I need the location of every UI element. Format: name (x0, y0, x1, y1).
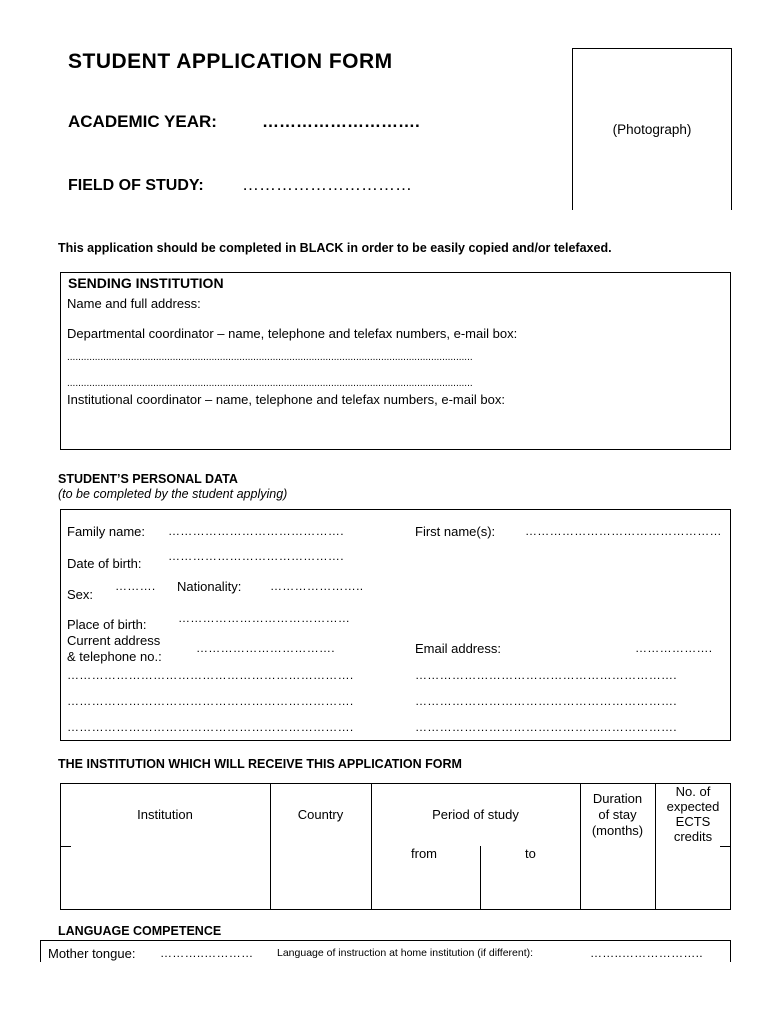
language-competence-heading: LANGUAGE COMPETENCE (58, 924, 222, 938)
dots-line[interactable]: .................................................................................................................................................. (67, 352, 473, 363)
col-duration-header: of stay (598, 807, 637, 822)
col-to-header: to (525, 846, 536, 861)
address-line-field[interactable]: ……………………………………………………………. (67, 668, 354, 682)
first-name-label: First name(s): (415, 524, 496, 539)
col-period-header: Period of study (432, 807, 519, 822)
name-address-label: Name and full address: (67, 296, 201, 311)
col-country-header: Country (297, 807, 344, 822)
academic-year-field[interactable]: ………………………. (262, 112, 420, 131)
personal-data-subheading: (to be completed by the student applying) (58, 487, 288, 501)
receiving-institution-heading: THE INSTITUTION WHICH WILL RECEIVE THIS APPLICATION FORM (58, 757, 462, 771)
table-divider (371, 783, 372, 910)
place-of-birth-field[interactable]: …………………………………… (178, 611, 351, 625)
date-of-birth-label: Date of birth: (67, 556, 142, 571)
col-duration-header: Duration (592, 791, 643, 806)
col-ects-header: No. of (675, 784, 711, 799)
col-ects-header: credits (673, 829, 713, 844)
email-field[interactable]: ………………. (635, 641, 713, 655)
nationality-field[interactable]: ………………….. (270, 579, 364, 593)
address-field[interactable]: ……………………………. (196, 641, 335, 655)
mother-tongue-label: Mother tongue: (48, 946, 136, 961)
instruction-language-field[interactable]: ……..……………….. (590, 946, 703, 960)
instruction-text: This application should be completed in BLACK in order to be easily copied and/or telefaxed. (58, 241, 612, 255)
col-from-header: from (411, 846, 437, 861)
academic-year-label: ACADEMIC YEAR: (68, 112, 217, 131)
email-line-field[interactable]: ………………………………………………………. (415, 720, 677, 734)
personal-data-heading: STUDENT’S PERSONAL DATA (58, 472, 238, 486)
col-institution-header: Institution (137, 807, 193, 822)
sex-field[interactable]: ………. (115, 579, 156, 593)
col-ects-header: ECTS (675, 814, 711, 829)
photograph-label: (Photograph) (612, 122, 692, 137)
field-of-study-label: FIELD OF STUDY: (68, 177, 204, 194)
email-label: Email address: (415, 641, 501, 656)
address-line-field[interactable]: ……………………………………………………………. (67, 720, 354, 734)
departmental-coordinator-label: Departmental coordinator – name, telephone and telefax numbers, e-mail box: (67, 326, 518, 341)
sending-institution-heading: SENDING INSTITUTION (68, 275, 224, 291)
table-row-divider (720, 846, 731, 847)
table-row-divider (60, 846, 71, 847)
institutional-coordinator-label: Institutional coordinator – name, telephone and telefax numbers, e-mail box: (67, 392, 505, 407)
date-of-birth-field[interactable]: ……………………………………. (168, 549, 344, 563)
sex-label: Sex: (67, 587, 94, 602)
first-name-field[interactable]: ………………………………………… (525, 524, 722, 538)
email-line-field[interactable]: ………………………………………………………. (415, 668, 677, 682)
instruction-language-label: Language of instruction at home institution (if different): (277, 947, 534, 959)
address-line-field[interactable]: ……………………………………………………………. (67, 694, 354, 708)
nationality-label: Nationality: (177, 579, 242, 594)
email-line-field[interactable]: ………………………………………………………. (415, 694, 677, 708)
table-divider (270, 783, 271, 910)
family-name-label: Family name: (67, 524, 146, 539)
mother-tongue-field[interactable]: ………..………… (160, 946, 254, 960)
place-of-birth-label: Place of birth: (67, 617, 147, 632)
col-ects-header: expected (666, 799, 720, 814)
dots-line[interactable]: .................................................................................................................................................. (67, 378, 473, 389)
col-duration-header: (months) (591, 823, 644, 838)
telephone-label: & telephone no.: (67, 649, 162, 664)
field-of-study-field[interactable]: ………………………… (242, 175, 412, 194)
form-title: STUDENT APPLICATION FORM (68, 50, 393, 73)
family-name-field[interactable]: ……………………………………. (168, 524, 344, 538)
table-divider (480, 846, 481, 910)
current-address-label: Current address (67, 633, 161, 648)
